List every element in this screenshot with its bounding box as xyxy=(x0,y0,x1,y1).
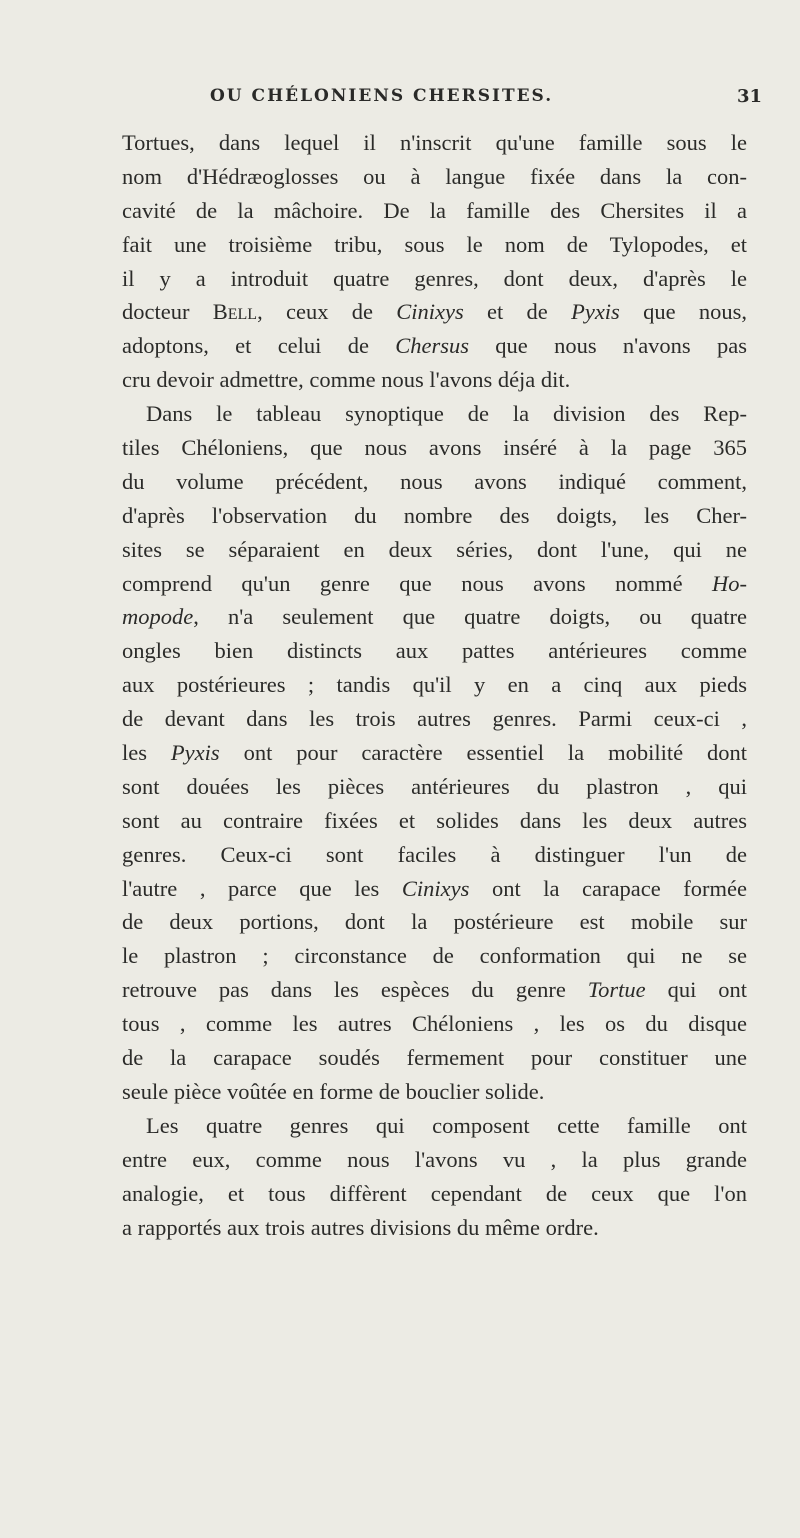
text-line: sont au contraire fixées et solides dans les deux autres xyxy=(122,807,747,833)
genus-name: Chersus xyxy=(395,333,470,359)
text-line: ongles bien distincts aux pattes antérieures comme xyxy=(122,638,747,664)
genus-name: Tortue xyxy=(587,977,646,1003)
text-line: fait une troisième tribu, sous le nom de Tylopodes, et xyxy=(122,231,747,257)
body-text xyxy=(122,126,747,1244)
text-line: analogie, et tous diffèrent cependant de ceux que l'on xyxy=(122,1180,747,1206)
text-line: cru devoir admettre, comme nous l'avons déja dit. xyxy=(122,367,571,393)
text-line: genres. Ceux-ci sont faciles à distinguer l'un de xyxy=(122,841,747,867)
text-line xyxy=(122,567,747,601)
text-run: que nous, xyxy=(619,299,748,325)
text-line: aux postérieures ; tandis qu'il y en a cinq aux pieds xyxy=(122,672,747,698)
text-line xyxy=(122,973,747,1007)
text-line xyxy=(122,872,747,906)
text-line: entre eux, comme nous l'avons vu , la plus grande xyxy=(122,1146,747,1172)
text-line xyxy=(122,736,747,770)
text-line: tous , comme les autres Chéloniens , les os du disque xyxy=(122,1011,747,1037)
text-run: , ceux de xyxy=(257,299,397,325)
text-run: ont la carapace formée xyxy=(469,875,747,901)
text-run: l'autre , parce que les xyxy=(122,875,402,901)
text-line: sites se séparaient en deux séries, dont l'une, qui ne xyxy=(122,536,747,562)
text-line: de la carapace soudés fermement pour constituer une xyxy=(122,1045,747,1071)
text-run: et de xyxy=(463,299,572,325)
page-number: 31 xyxy=(736,86,762,107)
running-title: OU CHÉLONIENS CHERSITES. xyxy=(210,86,554,106)
genus-name: Ho- xyxy=(712,570,747,596)
text-run: les xyxy=(122,740,171,766)
text-line: sont douées les pièces antérieures du plastron , qui xyxy=(122,773,747,799)
genus-name: Pyxis xyxy=(170,740,220,766)
genus-name: Pyxis xyxy=(571,299,620,325)
text-line: Dans le tableau synoptique de la division des Rep- xyxy=(146,401,747,427)
text-line xyxy=(122,600,747,634)
text-line: cavité de la mâchoire. De la famille des Chersites il a xyxy=(122,197,747,223)
running-header xyxy=(118,86,768,116)
text-line: tiles Chéloniens, que nous avons inséré à la page 365 xyxy=(122,435,747,461)
text-run: qui ont xyxy=(645,977,747,1003)
text-line: il y a introduit quatre genres, dont deux, d'après le xyxy=(122,265,747,291)
text-run: ont pour caractère essentiel la mobilité dont xyxy=(219,740,747,766)
text-line: nom d'Hédræoglosses ou à langue fixée dans la con- xyxy=(122,163,747,189)
author-name: Bell xyxy=(212,299,258,325)
genus-name: mopode xyxy=(122,604,194,630)
text-run: adoptons, et celui de xyxy=(122,333,396,359)
genus-name: Cinixys xyxy=(401,875,470,901)
text-line: de devant dans les trois autres genres. Parmi ceux-ci , xyxy=(122,706,747,732)
text-line xyxy=(122,295,747,329)
text-run: que nous n'avons pas xyxy=(469,333,747,359)
text-line: du volume précédent, nous avons indiqué comment, xyxy=(122,468,747,494)
text-run: , n'a seulement que quatre doigts, ou quatre xyxy=(193,604,747,630)
text-line: seule pièce voûtée en forme de bouclier solide. xyxy=(122,1078,545,1104)
text-line: Les quatre genres qui composent cette famille ont xyxy=(146,1112,747,1138)
text-line: le plastron ; circonstance de conformation qui ne se xyxy=(122,943,747,969)
text-run: docteur xyxy=(122,299,213,325)
text-line: d'après l'observation du nombre des doigts, les Cher- xyxy=(122,502,747,528)
text-line xyxy=(122,329,747,363)
genus-name: Cinixys xyxy=(396,299,464,325)
text-line: de deux portions, dont la postérieure est mobile sur xyxy=(122,909,747,935)
text-run: retrouve pas dans les espèces du genre xyxy=(122,977,588,1003)
text-line: Tortues, dans lequel il n'inscrit qu'une famille sous le xyxy=(122,130,747,155)
text-line: a rapportés aux trois autres divisions du même ordre. xyxy=(122,1214,599,1240)
text-run: comprend qu'un genre que nous avons nommé xyxy=(122,570,712,596)
